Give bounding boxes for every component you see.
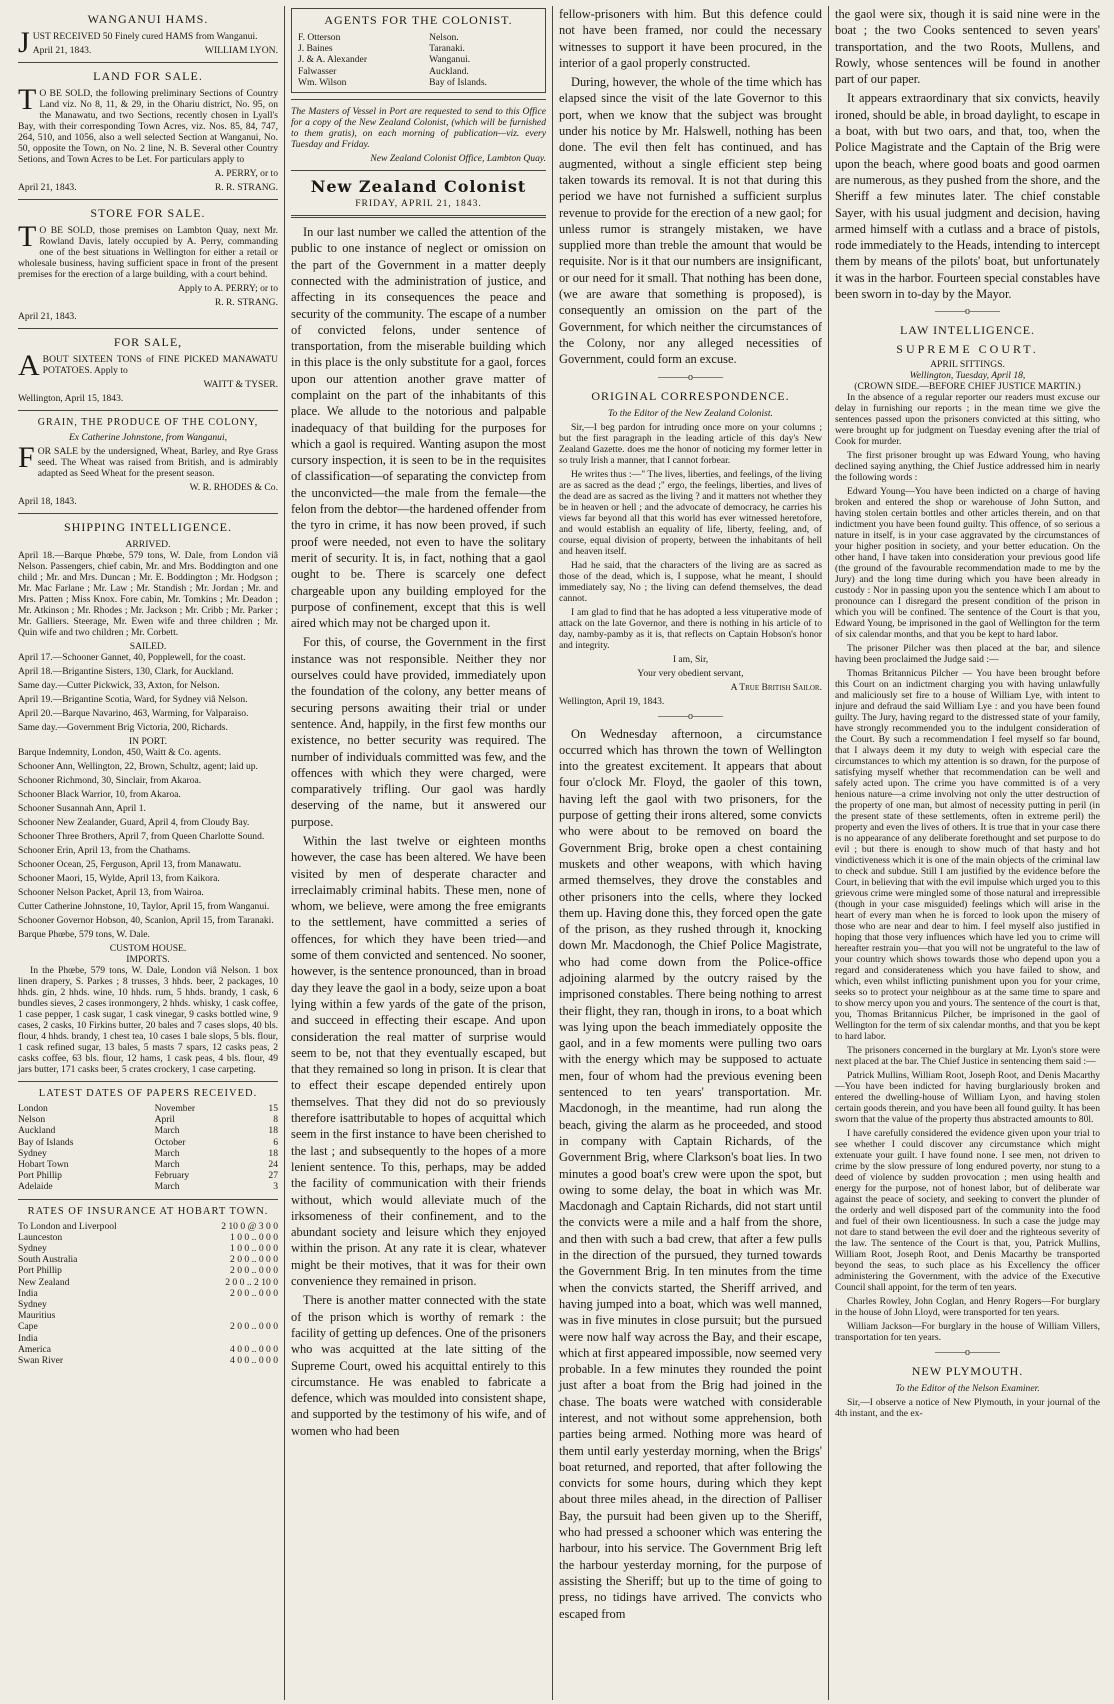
hams-ad: JUST RECEIVED 50 Finely cured HAMS from Wanganui. [18, 26, 258, 59]
dates-place: Sydney [18, 1147, 47, 1159]
sailed-entry: Same day.—Government Brig Victoria, 200, Richards. [18, 722, 228, 733]
agent-name: J. & A. Alexander [298, 54, 368, 66]
editorial-paragraph: In our last number we called the attention of the public to one instance of neglect or omission on the part of the Government in a matter deeply connected with the administration of justice, and affecting in its consequences the peace and security of the community. The escape of a number of convicted felons, under sentence of transportation, from the miserable building which in this place is the only substitute for a gaol, forces upon our attention another grave matter of complaint on the part of the inhabitants of this place. We allude to the notorious and palpable inadequacy of that building for the purposes for which a gaol is required. Wanting asupon the most cursory inspection, it is seen to be in the requisites of classification—of separating the convictep from the unconvicted—the male from the female—the felon from the debtor—the hardened offender from the tyro in crime, it has now been proved, if such proof were needed, not even to have the solitary merit of security. It is, in fact, nothing that a gaol ought to be. There is scarcely one defect chargeable upon any building employed for the purpose of confinement, except that this is well aired which may not be charged upon it. [291, 225, 546, 631]
table-row [298, 43, 539, 54]
column-2 [284, 6, 552, 1700]
store-signature-2: R. R. STRANG. [214, 297, 278, 308]
dates-day: 24 [268, 1159, 278, 1171]
table-row [18, 1114, 278, 1125]
court-date: Wellington, Tuesday, April 18, [909, 370, 1026, 382]
table-row [298, 32, 539, 43]
agent-name: J. Baines [298, 43, 333, 55]
dates-month: October [154, 1136, 186, 1148]
imports-heading: IMPORTS. [126, 954, 170, 965]
dates-day: 18 [268, 1125, 278, 1137]
sittings-heading: APRIL SITTINGS. [930, 359, 1005, 371]
new-plymouth-to: To the Editor of the Nelson Examiner. [895, 1383, 1040, 1395]
inport-entry: Schooner Three Brothers, April 7, from Queen Charlotte Sound. [18, 831, 265, 842]
letter-closing: I am, Sir, [672, 653, 709, 665]
dates-day: 18 [268, 1147, 278, 1159]
land-signature-2: R. R. STRANG. [214, 182, 278, 193]
rates-heading: RATES OF INSURANCE AT HOBART TOWN. [27, 1205, 269, 1217]
table-row [18, 1310, 278, 1321]
grain-signature: W. R. RHODES & Co. [189, 482, 278, 493]
divider [18, 1199, 278, 1200]
court-paragraph: Charles Rowley, John Coglan, and Henry Rogers—For burglary in the house of John Lloyd, were transported for ten years. [835, 1296, 1100, 1319]
inport-entry: Schooner Ann, Wellington, 22, Brown, Schultz, agent; laid up. [18, 761, 258, 772]
column-1 [12, 6, 284, 1700]
sailed-entry: April 18.—Brigantine Sisters, 130, Clark, for Auckland. [18, 666, 234, 677]
rates-table [18, 1221, 278, 1367]
agent-place: Taranaki. [429, 43, 465, 55]
rates-value: 4 0 0 .. 0 0 0 [230, 1355, 278, 1367]
inport-entry: Schooner Maori, 15, Wylde, April 13, from Kaikora. [18, 873, 220, 884]
editorial-paragraph: fellow-prisoners with him. But this defence could not have been framed, nor could the necessary witnesses to support it have been procured, in the interior of a gaol properly constructed. [559, 7, 822, 70]
sailed-entry: April 19.—Brigantine Scotia, Ward, for Sydney viâ Nelson. [18, 694, 248, 705]
court-paragraph: I have carefully considered the evidence given upon your trial to see whether I could discover any circumstance which might extenuate your guilt. I have found none. I see men, not driven to crime by the slow pressure of long endured poverty, nor stung to a deed of violence by sudden provocation ; men using health and energy for the purpose, not of honest labor, but of deliberate war against the peace of society, and seeking to convert the plunder of the orderly and well disposed part of the community into the food and fuel of their own licentiousness. In such a case the judge may not dare to stand between the evil doer and the righteous severity of the law. The sentence of the Court is that, you, Patrick Mullins, William Root, Joseph Root, and Denis Macarthy be transported beyond the seas, to such place as his Excellency the officer administering the Government, with the advice of the Executive Council shall appoint, for the term of ten years. [835, 1128, 1100, 1294]
rates-place: Cape [18, 1321, 38, 1333]
inport-entry: Barque Indemnity, London, 450, Waitt & Co. agents. [18, 747, 222, 758]
sale-date: Wellington, April 15, 1843. [18, 393, 124, 404]
rates-place: To London and Liverpool [18, 1220, 117, 1232]
dates-month: March [154, 1147, 180, 1159]
table-row [18, 1243, 278, 1254]
office-line: New Zealand Colonist Office, Lambton Quay. [370, 153, 546, 165]
agent-place: Nelson. [429, 32, 459, 43]
inport-entry: Schooner Governor Hobson, 40, Scanlon, April 15, from Taranaki. [18, 915, 274, 926]
table-row [298, 77, 539, 88]
dates-month: March [154, 1181, 180, 1193]
court-paragraph: In the absence of a regular reporter our readers must excuse our delay in furnishing our reports ; in the mean time we give the sentences passed upon the prisoners convicted at this sitting, who were brought up for judgment on Tuesday evening after the trial of Cook for murder. [835, 392, 1100, 448]
inport-entry: Schooner Erin, April 13, from the Chathams. [18, 845, 191, 856]
letter-closing: Your very obedient servant, [637, 667, 744, 679]
arrived-heading: ARRIVED. [125, 539, 171, 550]
dates-month: March [154, 1159, 180, 1171]
agent-place: Auckland. [429, 65, 469, 77]
shipping-heading: SHIPPING INTELLIGENCE. [64, 520, 232, 534]
land-signature-1: A. PERRY, or to [214, 168, 278, 179]
land-date: April 21, 1843. [18, 182, 77, 193]
table-row [298, 54, 539, 65]
inport-entry: Schooner Ocean, 25, Ferguson, April 13, from Manawatu. [18, 859, 242, 870]
dates-place: Nelson [18, 1114, 46, 1126]
sale-ad: ABOUT SIXTEEN TONS of FINE PICKED MANAWATU POTATOES. Apply to [18, 349, 278, 382]
table-row [18, 1265, 278, 1276]
rates-place: New Zealand [18, 1276, 70, 1288]
agent-name: Falwasser [298, 65, 337, 77]
court-paragraph: The prisoners concerned in the burglary at Mr. Lyon's store were next placed at the bar. The Chief Justice in sentencing them said :— [835, 1045, 1100, 1068]
rates-place: America [18, 1343, 52, 1355]
dates-month: March [154, 1125, 180, 1137]
table-row [18, 1344, 278, 1355]
agent-place: Wanganui. [429, 54, 471, 66]
table-row [18, 1159, 278, 1170]
divider [291, 99, 546, 100]
store-date: April 21, 1843. [18, 311, 77, 322]
land-footer [18, 182, 278, 193]
correspondence-heading: ORIGINAL CORRESPONDENCE. [591, 388, 790, 403]
rates-value [183, 1299, 278, 1310]
rates-place: Mauritius [18, 1310, 56, 1322]
dates-place: Bay of Islands [18, 1136, 74, 1148]
agent-place: Bay of Islands. [429, 76, 487, 88]
store-ad: TO BE SOLD, those premises on Lambton Quay, next Mr. Rowland Davis, lately occupied by A. Perry, commanding one of the best situations in Wellington for either a retail or wholesale business, having sufficient space in front of the present premises for the erection of a large building, with a court behind. [18, 220, 278, 280]
rates-value: 1 0 0 .. 0 0 0 [230, 1231, 278, 1243]
arrived-entry: April 18.—Barque Phœbe, 579 tons, W. Dale, from London viâ Nelson. Passengers, chief cabin, Mr. and Mrs. Boddington and one child ; Mr. and Mrs. Duncan ; Mr. E. Boddington ; Mr. Hodgson ; Mr. Mac Farlane ; Mr. Law ; Mr. Standish ; Mr. Jordan ; Mr. and Mrs. Patten ; Miss Knox. Fore cabin, Mr. Tomkins ; Mr. Deadon ; Mr. Atkinson ; Mr. Rhodes ; Mr. Jackson ; Mr. Cribb ; Mr. Parker ; Mr. Galliers. Steerage, Mr. Ewen wife and three children ; Mr. Quin wife and two children ; Mr. Corbett. [18, 550, 278, 638]
dates-month: February [154, 1170, 190, 1182]
letter-paragraph: He writes thus :—" The lives, liberties, and feelings, of the living are as sacred as the dead ;" ergo, the feelings, liberties, and lives of the dead are as sacred as the living ? and it matters not whether they be in heaven or hell ; and the advocate of democracy, he carries his views far beyond all that this world has ever witnessed heretofore, and would establish an equality of life, liberty, feeling, and, of course, equal division of property, between the inhabitants of hell and heaven itself. [559, 468, 822, 557]
dates-month: April [154, 1114, 175, 1126]
inport-entry: Schooner New Zealander, Guard, April 4, from Cloudy Bay. [18, 817, 250, 828]
table-row [18, 1355, 278, 1366]
agent-name: F. Otterson [298, 32, 341, 43]
agent-name: Wm. Wilson [298, 76, 347, 88]
dates-day: 27 [268, 1170, 278, 1182]
hams-signature: WILLIAM LYON. [204, 45, 278, 56]
dates-table [18, 1103, 278, 1193]
dates-day: 3 [273, 1181, 278, 1193]
rates-place: India [18, 1287, 38, 1299]
court-paragraph: The first prisoner brought up was Edward Young, who having declined saying anything, the Chief Justice addressed him in nearly the following words : [835, 450, 1100, 484]
correspondence-to: To the Editor of the New Zealand Colonist. [608, 407, 773, 419]
sailed-entry: April 17.—Schooner Gannet, 40, Popplewell, for the coast. [18, 652, 246, 663]
sailed-entry: April 20.—Barque Navarino, 463, Warming, for Valparaiso. [18, 708, 249, 719]
table-row [18, 1221, 278, 1232]
rates-value: 2 0 0 .. 2 10 0 [225, 1276, 278, 1288]
dateline: FRIDAY, APRIL 21, 1843. [355, 198, 482, 210]
ornament-divider: ———o——— [658, 371, 723, 383]
grain-ad: FOR SALE by the undersigned, Wheat, Barley, and Rye Grass seed. The Wheat was raised from British, and is admirably adapted as Seed Wheat for the present season. [18, 441, 278, 479]
table-row [18, 1299, 278, 1310]
imports-list: In the Phœbe, 579 tons, W. Dale, London viâ Nelson. 1 box linen drapery, S. Parkes ; 8 trusses, 3 hhds. beer, 2 packages, 10 hhds. gin, 2 hhds. wine, 10 hhds. rum, 5 hhds. brandy, 1 cask, 6 bundles sieves, 2 cases ironmongery, 2 hhds. whisky, 1 cask coffee, 1 case pepper, 1 cask sugar, 1 cask vinegar, 9 casks bottled wine, 9 cases, 2 casks, 10 Firkins butter, 20 bales and 7 cases slops, 40 bls. flour, 4 hhds. brandy, 1 chest tea, 10 cases 1 bale slops, 5 bls. flour, 1 cask refined sugar, 13 bales, 5 masts 7 spars, 12 casks peas, 2 casks coffee, 63 bls. flour, 12 hams, 1 cask peas, 4 bls. flour, 49 jars butter, 171 casks beer, 5 crates crockery, 1 case carpeting. [18, 965, 278, 1075]
editorial-paragraph: Within the last twelve or eighteen months however, the case has been altered. We have been visited by men of desperate character and irreclaimably criminal habits. These men, none of whom, we believe, were among the free emigrants to the settlement, have committed a series of offences, for which they have been tried—and some of them convicted and sentenced. No sooner, however, is the sentence pronounced, than in broad day they leave the gaol in a body, seize upon a boat lying within a few yards of the gate of the prison, and succeed in effecting their escape. And upon consideration the real matter of surprise would seem to be, not that they eventually escaped, but that they remained so long in prison. It is clear that to effect their escape depended entirely upon themselves. That they did not do so previously therefore isattributable to hopes of acquittal which seem in the first instance to have been cherished to the last ; and subsequently to the hopes of a more lenient sentence. To this, perhaps, may be added the facility of communication with their friends without, which would alleviate much of the irksomeness of their confinement, and to the abundant society and leisure which they enjoyed within the prison. At any rate it is clear, whatever might be their motives, that it was for their own convenience they remained in prison. [291, 834, 546, 1289]
court-paragraph: Patrick Mullins, William Root, Joseph Root, and Denis Macarthy—You have been indicted for having burglariously broken and entered the dwelling-house of William Lyon, and having stolen certain goods therein, and you have been all found guilty. It has been sworn that the value of the property thus abstracted amounts to 80l. [835, 1070, 1100, 1126]
divider [18, 328, 278, 329]
table-row [18, 1277, 278, 1288]
hams-date: April 21, 1843. [32, 45, 92, 56]
editorial-paragraph: During, however, the whole of the time which has elapsed since the visit of the late Governor to this port, when we know that the subject was brought under his notice by Mr. Halswell, nothing has been done. The evil then felt has continued, and has augmented, without a single efficient step being taken towards its removal. It is not that during this period we have not furnished a sufficient surplus revenue to provide for the erection of a new gaol; for unless rumor is strangely mistaken, we have supplied more than treble the amount that would be requisite. Nor is it that our numbers are insignificant, or our need for it small. That nothing has been done, (we are aware that something is proposed), is consequently an omission on the part of the Government, for which neither the circumstances of the Colony, nor any alleged necessities of Government, could form an excuse. [559, 75, 822, 367]
rates-value: 1 0 0 .. 0 0 0 [230, 1243, 278, 1255]
rates-place: South Australia [18, 1254, 78, 1266]
table-row [18, 1254, 278, 1265]
table-row [18, 1103, 278, 1114]
inport-entry: Schooner Susannah Ann, April 1. [18, 803, 146, 814]
sailed-heading: SAILED. [129, 641, 167, 652]
editorial-paragraph: For this, of course, the Government in the first instance was not responsible. Neither they nor ourselves could have provided, immediately upon the foundation of the colony, any better means of securing persons awaiting their trial or under sentence. And, happily, in the first few months our existence, no better security was required. The number of individuals committed was few, and the offences with which they were charged, were comparatively trifling. Our gaol was hardly deserving of the name, but it answered our purpose. [291, 635, 546, 829]
rates-value: 2 0 0 .. 0 0 0 [230, 1254, 278, 1266]
rates-value: 4 0 0 .. 0 0 0 [230, 1343, 278, 1355]
escape-paragraph: the gaol were six, though it is said nine were in the boat ; the two Cooks sentenced to seven years' transportation, and the two Roots, Mullens, and Rowly, whose sentences will be found in another part of our paper. [835, 7, 1100, 87]
dates-day: 6 [273, 1136, 278, 1148]
inport-entry: Schooner Nelson Packet, April 13, from Wairoa. [18, 887, 204, 898]
table-row [18, 1148, 278, 1159]
ornament-divider: ———o——— [935, 1347, 1000, 1359]
table-row [298, 66, 539, 77]
sale-heading: FOR SALE, [113, 335, 183, 349]
rates-value [183, 1333, 278, 1344]
masthead: New Zealand Colonist [310, 177, 527, 197]
dates-day: 8 [273, 1114, 278, 1126]
dates-place: Port Phillip [18, 1170, 62, 1182]
escape-paragraph: It appears extraordinary that six convicts, heavily ironed, should be able, in broad daylight, to escape in a boat, with but two oars, and that, too, when the Police Magistrate and the Captain of the Brig were upon the beach, where good boats and good oarmen are numerous, as they pushed from the shore, and the Sheriff a few minutes later. The chief constable Sayer, with his usual judgment and decision, having armed himself with a cutlass and a brace of pistols, rode immediately to the Heads, intending to intercept them by means of the pilots' boat, but unfortunately it was in the harbor. Fourteen special constables have been sworn in to-day by the Mayor. [835, 91, 1100, 302]
table-row [18, 1333, 278, 1344]
agents-table [298, 32, 539, 88]
column-3 [552, 6, 828, 1700]
agents-heading: AGENTS FOR THE COLONIST. [324, 13, 513, 27]
inport-heading: IN PORT. [128, 736, 168, 747]
sailed-entry: Same day.—Cutter Pickwick, 33, Axton, for Nelson. [18, 680, 220, 691]
escape-paragraph: On Wednesday afternoon, a circumstance occurred which has thrown the town of Wellington into the greatest excitement. It appears that about four o'clock Mr. Floyd, the gaoler of this town, having left the gaol with two prisoners, for the purpose of getting their irons altered, some convicts who were about to be removed on board the Government Brig, broke open a chest containing muskets and other weapons, with which having armed themselves, they drove the constables and other prisoners into the cells, where they locked them up. Having done this, they forced open the gate of the prison, as they rushed through it, knocking down Mr. Macdonogh, the Chief Police Magistrate, who had come down from the Police-office adjoining alarmed by the outcry raised by the imprisoned constables. There being nothing to arrest their flight, they ran, though in irons, to a boat which was lying upon the beach immediately opposite the gaol, and in a few moments were pulling two oars with the energy which may be supposed to actuate men, four of whom had the previous evening been sentenced to ten years' transportation. Mr. Macdonogh, in the meantime, had run along the beach, giving the alarm as he proceeded, and stood in company with Captain Richards, of the Government Brig, where Clarkson's boat lies. In two minutes a good boat's crew were upon the spot, but owing to some delay, the boat in which was Mr. Macdonagh and Captain Richards, did not start until the convicts were a mile and a half from the shore, and then with such a bad crew, that after a few pulls in the direction of the pursued, they turned towards the Government Brig. In ten minutes from the time when the convicts started, the Sheriff arrived, and having jumped into a boat, which was well manned, was in five minutes in close pursuit; but the pursued were now half way across the Bay, and their escape, which at first appeared impossible, now seemed very probable. In a few minutes they rounded the point just after a boat from the Brig had joined in the chase. The boats were watched with considerable interest, and not without some apprehension, both parties being armed. Nothing more was heard of them until early yesterday morning, when the Brigs' boat returned, and reported, that after following the convicts for some hours, during which they kept about three miles ahead, in the direction of Palliser Bay, the pursuit had been given up to the Sheriff, who had pressed a schooner which was entering the harbour, into his service. The Government Brig left the harbour yesterday morning, for the purpose of assisting the Sheriff; but up to the time of going to press, no tidings have arrived. The convicts who escaped from [559, 726, 822, 1621]
dates-place: London [18, 1103, 48, 1114]
rates-place: Sydney [18, 1243, 47, 1255]
rates-place: Swan River [18, 1355, 64, 1367]
land-heading: LAND FOR SALE. [93, 69, 203, 83]
store-heading: STORE FOR SALE. [90, 206, 206, 220]
customs-heading: CUSTOM HOUSE. [109, 943, 187, 954]
court-judge: (CROWN SIDE.—BEFORE CHIEF JUSTICE MARTIN.) [854, 381, 1081, 393]
dates-place: Auckland [18, 1125, 56, 1137]
rates-value: 2 0 0 .. 0 0 0 [230, 1287, 278, 1299]
grain-date: April 18, 1843. [18, 496, 77, 507]
grain-heading: GRAIN, THE PRODUCE OF THE COLONY, [37, 417, 259, 428]
divider [18, 410, 278, 411]
law-heading: LAW INTELLIGENCE. [899, 323, 1036, 338]
new-plymouth-letter: Sir,—I observe a notice of New Plymouth, in your journal of the 4th instant, and the ex- [835, 1397, 1100, 1420]
letter-date: Wellington, April 19, 1843. [559, 695, 665, 707]
letter-paragraph: Sir,—I beg pardon for intruding once more on your columns ; but the first paragraph in the leading article of this day's New Zealand Gazette. does me the honor of noticing my former letter in so truly Irish a manner, that I cannot forbear. [559, 421, 822, 466]
inport-entry: Schooner Richmond, 30, Sinclair, from Akaroa. [18, 775, 202, 786]
agents-box [291, 8, 546, 93]
divider [18, 1081, 278, 1082]
court-heading: SUPREME COURT. [896, 342, 1039, 357]
table-row [18, 1288, 278, 1299]
court-paragraph: The prisoner Pilcher was then placed at the bar, and silence having been proclaimed the Judge said :— [835, 643, 1100, 666]
inport-entry: Cutter Catherine Johnstone, 10, Taylor, April 15, from Wanganui. [18, 901, 270, 912]
rates-place: India [18, 1332, 38, 1344]
dates-heading: LATEST DATES OF PAPERS RECEIVED. [38, 1088, 258, 1099]
editorial-paragraph: There is another matter connected with the state of the prison which is worthy of remark : the facility of getting up defences. One of the prisoners who was acquitted at the late sitting of the Supreme Court, owed his acquittal entirely to this circumstance. He was enabled to fabricate a defence, which was moulded into consistent shape, and supported by the testimony of his wife, and of women who had been [291, 1293, 546, 1438]
rates-value: 2 0 0 .. 0 0 0 [230, 1265, 278, 1277]
divider [18, 199, 278, 200]
letter-paragraph: Had he said, that the characters of the living are as sacred as those of the dead, which is, I suppose, what he meant, I should immediately say, No ; the living can defend themselves, the dead cannot. [559, 559, 822, 604]
table-row [18, 1181, 278, 1192]
rates-place: Launceston [18, 1231, 63, 1243]
rates-value: 2 0 0 .. 0 0 0 [230, 1321, 278, 1333]
table-row [18, 1321, 278, 1332]
letter-signature: A True British Sailor. [730, 681, 822, 693]
table-row [18, 1137, 278, 1148]
rates-value: 2 10 0 @ 3 0 0 [221, 1220, 278, 1232]
grain-subheading: Ex Catherine Johnstone, from Wanganui, [68, 432, 228, 443]
table-row [18, 1232, 278, 1243]
table-row [18, 1125, 278, 1136]
ornament-divider: ———o——— [658, 710, 723, 722]
column-4 [828, 6, 1106, 1700]
divider [18, 513, 278, 514]
rates-place: Sydney [18, 1299, 47, 1311]
dates-place: Hobart Town [18, 1159, 69, 1171]
court-paragraph: Edward Young—You have been indicted on a charge of having broken and entered the shop or warehouse of John Sutton, and having stolen certain bottles and other articles therein, and on that indictment you have been found guilty. This offence, of so serious a nature in itself, is in your case aggravated by the circumstances of your higher position in society, and your better education. On the other hand, I have taken into consideration your previous good life (the ground of the favourable recommendation made to me by the Jury) and the long time during which you have been already in custody : Nor in passing upon you the sentence which I am about to pronounce can I disregard the present condition of the prison in which you will be confined. The sentence of the Court is that you, Edward Young, be imprisoned in the gaol of Wellington for the term of six calendar months, and that you be kept to hard labor. [835, 486, 1100, 641]
rates-place: Port Phillip [18, 1265, 62, 1277]
letter-paragraph: I am glad to find that he has adopted a less vituperative mode of attack on the late Governor, and there is nothing in his article of to day, namby-pamby as it is, that reflects on Captain Hobson's honor and integrity. [559, 606, 822, 651]
dates-place: Adelaide [18, 1181, 53, 1193]
rates-value [183, 1310, 278, 1321]
dates-day: 15 [268, 1103, 278, 1114]
new-plymouth-heading: NEW PLYMOUTH. [911, 1364, 1024, 1379]
store-signature-1: Apply to A. PERRY; or to [178, 283, 278, 294]
table-row [18, 1170, 278, 1181]
court-paragraph: William Jackson—For burglary in the house of William Villers, transportation for ten years. [835, 1321, 1100, 1344]
dates-month: November [154, 1103, 196, 1114]
divider [18, 62, 278, 63]
hams-heading: WANGANUI HAMS. [87, 12, 209, 26]
masters-notice: The Masters of Vessel in Port are requested to send to this Office for a copy of the New Zealand Colonist, (which will be furnished to them gratis), on each morning of publication—viz. every Tuesday and Friday. [291, 106, 546, 151]
ornament-divider: ———o——— [935, 306, 1000, 318]
hams-footer [33, 45, 278, 56]
divider [291, 170, 546, 171]
land-ad: TO BE SOLD, the following preliminary Sections of Country Land viz. No 8, 11, & 29, in the Ohariu district, No. 95, on the Manawatu, and two Sections, recently chosen in Lyall's Bay, with their corresponding Town Acres, viz. Nos. 85, 84, 747, 264, 510, and 1056, also a well selected Section at Wanganui, No. 50, opposite the Town, on No. 2 line, N. B. Several other Country Setions, and Town Acres to be Let. For particulars apply to [18, 83, 278, 165]
inport-entry: Schooner Black Warrior, 10, from Akaroa. [18, 789, 181, 800]
sale-signature: WAITT & TYSER. [203, 379, 278, 390]
inport-entry: Barque Phœbe, 579 tons, W. Dale. [18, 929, 150, 940]
court-paragraph: Thomas Britannicus Pilcher — You have been brought before this Court on an indictment charging you with having unlawfully and maliciously set fire to a house of William Lye, with intent to injure and defraud the said William Lye : and you have been found guilty. The Jury, having regard to the distressed state of your family, have strongly recommended you to the indulgent consideration of the Court. By such a recommendation I feel myself so far bound, that I always deem it my duty to weigh with especial care the circumstances to which my attention is so drawn, for the purpose of satisfying myself whether that recommendation can be well and safely acted upon. The crime you have committed is of a very henious nature—a crime involving not only the utter destruction of the property of one man, but almost of necessity putting in peril (in the present state of these settlements, often in extreme peril) the property and even the lives of others. It is true that in your case there is no appearance of any deliberate forethought and set purpose to do evil ; but there is enough to show much of that hasty and hot vindictiveness which it is one of the main objects of the criminal law to check and subdue. Still I am justified by the evidence before the Court, in believing that with the evil impulse which urged you to this grievous crime were mingled some of those natural and irrepressible (though in your case misguided) feelings which will arise in the heart of every man when he is forced to look upon the misery of those who are near and dear to him. I feel myself also justified in hoping that those very influences which have led you to crime will hereafter restrain you—that you will not be ungrateful to the law of your country which shows towards those who depend upon you a regard and considerateness which you have failed to show, and which, even whilst inflicting punishment upon you for your crime, seeks so to protect your neighbour as at the same time to spare and to show mercy upon you and yours. The sentence of the court is that, you, Thomas Britannicus Pilcher, be imprisoned in the gaol of Wellington for the term of six calendar months, and that you be kept to hard labor. [835, 668, 1100, 1043]
divider [291, 215, 546, 218]
